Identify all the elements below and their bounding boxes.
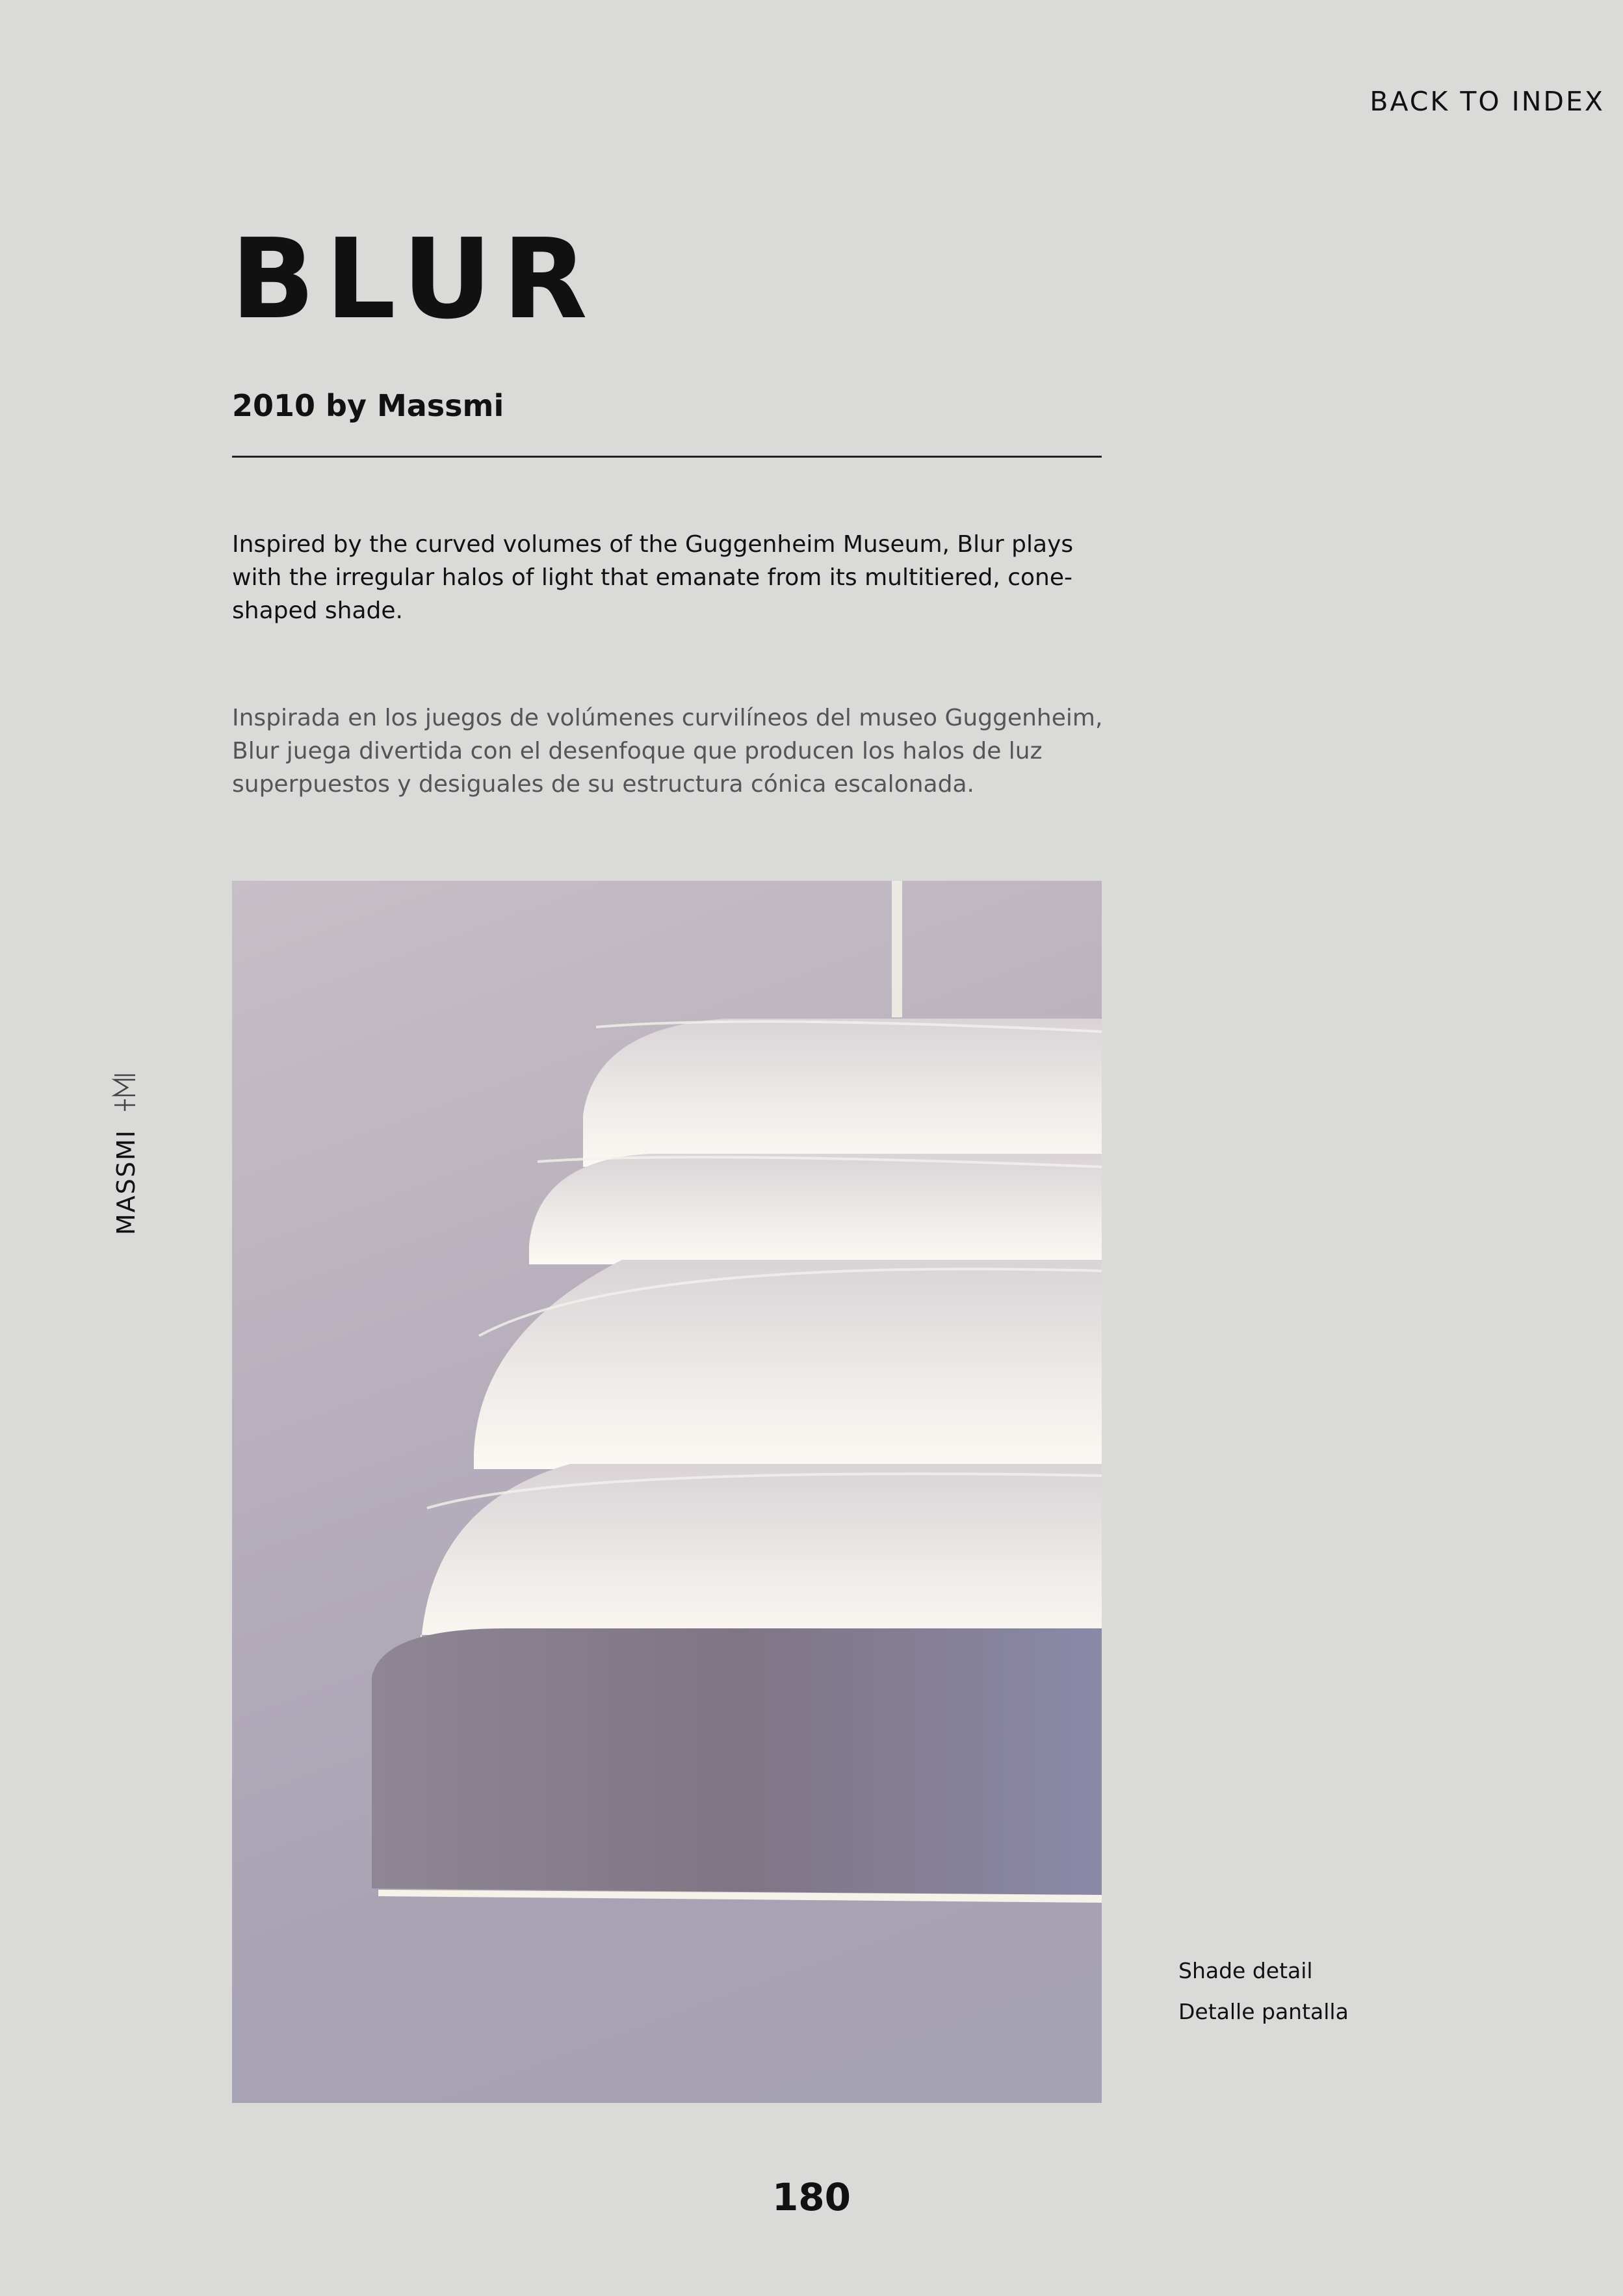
lamp-tier-1 (583, 1019, 1102, 1167)
image-caption-spanish: Detalle pantalla (1178, 1999, 1349, 2024)
brand-name: MASSMI (112, 1128, 140, 1235)
divider (232, 456, 1102, 458)
product-title: BLUR (231, 215, 598, 344)
description-english: Inspired by the curved volumes of the Guggenheim Museum, Blur plays with the irregular halos of light that emanate from its multitiered, cone-shaped shade. (232, 531, 1074, 624)
massmi-logo-icon (110, 1073, 142, 1112)
description-spanish: Inspirada en los juegos de volúmenes curvilíneos del museo Guggenheim, Blur juega divertida con el desenfoque que producen los halos de luz superpuestos y desiguales de su estructura cónica escalonada. (232, 705, 1103, 798)
page-number: 180 (772, 2175, 851, 2219)
lamp-tier-3 (474, 1260, 1102, 1469)
lamp-tier-2 (529, 1154, 1102, 1264)
lamp-tier-5 (372, 1628, 1102, 1895)
lamp-tier-4 (421, 1464, 1102, 1651)
product-subtitle: 2010 by Massmi (232, 388, 504, 423)
lamp-photo (232, 881, 1102, 2103)
lamp-cord (892, 881, 902, 1017)
back-to-index-link[interactable]: BACK TO INDEX (1370, 86, 1605, 117)
image-caption-english: Shade detail (1178, 1958, 1313, 1983)
vertical-brand-mark (91, 1066, 140, 1235)
